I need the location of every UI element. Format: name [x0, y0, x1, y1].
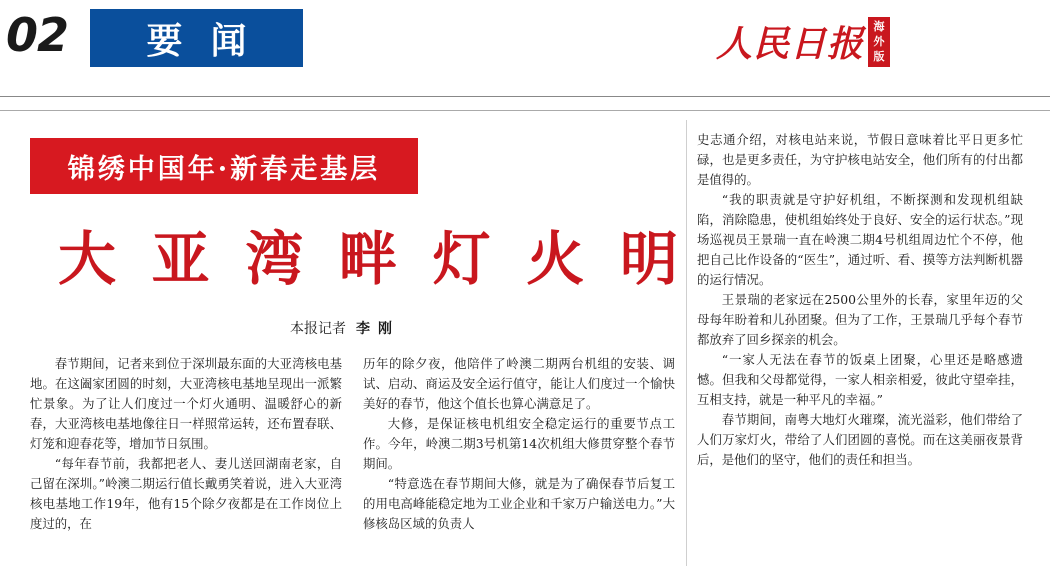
section-title: 要闻 — [146, 19, 275, 62]
headline-char: 大 — [58, 225, 117, 293]
paragraph: “每年春节前，我都把老人、妻儿送回湖南老家，自己留在深圳。”岭澳二期运行值长戴勇笑着说，进入大亚湾核电基地工作19年，他有15个除夕夜都是在工作岗位上度过的，在 — [30, 456, 342, 531]
byline-author: 李刚 — [356, 321, 400, 337]
article-column-3 — [697, 130, 1023, 566]
paragraph: “我的职责就是守护好机组，不断探测和发现机组缺陷，消除隐患，使机组始终处于良好、安全的运行状态。”现场巡视员王景瑞一直在岭澳二期4号机组周边忙个不停，他把自己比作设备的“医生”，通过听、看、摸等方法判断机器的运行情况。 — [697, 192, 1023, 287]
edition-badge-char: 版 — [873, 50, 885, 64]
paragraph: 大修，是保证核电机组安全稳定运行的重要节点工作。今年，岭澳二期3号机第14次机组大修贯穿整个春节期间。 — [363, 416, 675, 471]
paragraph: 历年的除夕夜，他陪伴了岭澳二期两台机组的安装、调试、启动、商运及安全运行值守，能让人们度过一个愉快美好的春节，他这个值长也算心满意足了。 — [363, 356, 675, 411]
paragraph: “一家人无法在春节的饭桌上团聚，心里还是略感遗憾。但我和父母都觉得，一家人相亲相爱，彼此守望牵挂，互相支持，就是一种平凡的幸福。” — [697, 352, 1023, 407]
header-rule — [0, 96, 1050, 97]
headline-char: 火 — [526, 225, 585, 293]
masthead — [0, 0, 1050, 82]
paragraph: 春节期间，记者来到位于深圳最东面的大亚湾核电基地。在这阖家团圆的时刻，大亚湾核电基地呈现出一派繁忙景象。为了让人们度过一个灯火通明、温暖舒心的新春，大亚湾核电基地像往日一样照常运转，还布置春联、灯笼和迎春花等，增加节日氛围。 — [30, 356, 342, 451]
content-rule — [0, 110, 1050, 111]
byline-label: 本报记者 — [290, 321, 346, 337]
headline-char: 湾 — [245, 225, 304, 293]
headline-char: 灯 — [432, 225, 491, 293]
byline — [290, 318, 400, 338]
headline-char: 畔 — [338, 225, 397, 293]
paragraph: 史志通介绍，对核电站来说，节假日意味着比平日更多忙碌，也是更多责任，为守护核电站安全，他们所有的付出都是值得的。 — [697, 132, 1023, 187]
paragraph: “特意选在春节期间大修，就是为了确保春节后复工的用电高峰能稳定地为工业企业和千家万户输送电力。”大修核岛区域的负责人 — [363, 476, 675, 531]
paragraph: 王景瑞的老家远在2500公里外的长春，家里年迈的父母每年盼着和儿孙团聚。但为了工作，王景瑞几乎每个春节都放弃了回乡探亲的机会。 — [697, 292, 1023, 347]
edition-badge-char: 海 — [873, 19, 885, 33]
headline-char: 明 — [619, 225, 678, 293]
article-headline — [58, 225, 678, 293]
section-header — [90, 9, 303, 67]
article-column-1 — [30, 354, 342, 566]
page-number: 02 — [6, 8, 69, 62]
paragraph: 春节期间，南粤大地灯火璀璨，流光溢彩，他们带给了人们万家灯火，带给了人们团圆的喜悦。而在这美丽夜景背后，是他们的坚守，他们的责任和担当。 — [697, 412, 1023, 467]
column-banner — [30, 138, 418, 194]
banner-text: 锦绣中国年·新春走基层 — [67, 153, 381, 185]
article-column-2 — [363, 354, 675, 566]
headline-char: 亚 — [151, 225, 210, 293]
newspaper-logo — [716, 16, 890, 67]
logo-text: 人民日报 — [716, 23, 865, 65]
column-divider — [686, 120, 687, 566]
edition-badge — [868, 17, 890, 67]
edition-badge-char: 外 — [873, 34, 885, 48]
